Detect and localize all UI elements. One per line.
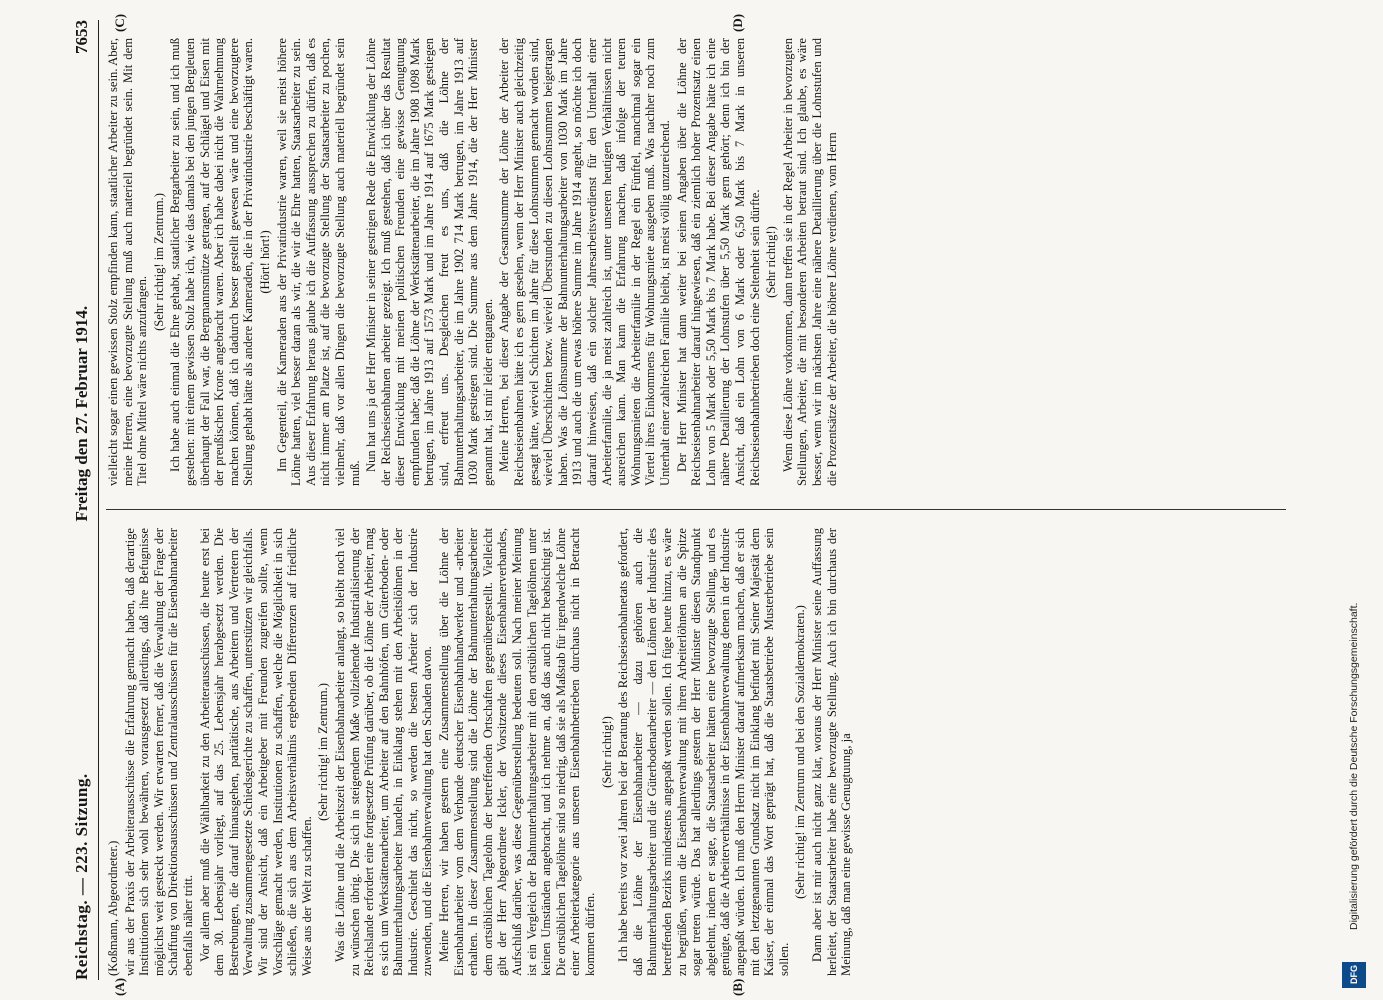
paragraph: Was die Löhne und die Arbeitszeit der Eisenbahnarbeiter anlangt, so bleibt noch viel zu wünschen übrig. Die sich in steigendem Maße vollziehende Industrialisierung der Reichslande erfordert eine fortgesetzte Prüfung darüber, ob die Löhne der Arbeiter, mag es sich um Werkstättenarbeiter, um Arbeiter auf den Bahnhöfen, um Güterboden- oder Bahnunterhaltungsarbeiter handeln, in Einklang stehen mit den Arbeitslöhnen in der Industrie. Geschieht das nicht, so werden die besten Arbeiter sich der Industrie zuwenden, und die Eisenbahnverwaltung hat den Schaden davon. xyxy=(332,528,435,976)
interjection: (Sehr richtig! im Zentrum.) xyxy=(316,683,331,821)
margin-marker-a: (A) xyxy=(112,977,127,996)
paragraph: Dann aber ist mir auch nicht ganz klar, woraus der Herr Minister seine Auffassung herleitet, der Staatsarbeiter habe eine bevorzugte Stellung. Auch ich bin durchaus der Meinung, daß man eine gewisse Genugtuung, ja xyxy=(809,528,854,976)
interjection: (Sehr richtig! im Zentrum und bei den Sozialdemokraten.) xyxy=(793,605,808,899)
paragraph: (Koßmann, Abgeordneter.) xyxy=(106,840,120,976)
right-text-column xyxy=(106,38,1286,486)
page-number: 7653 xyxy=(72,20,91,55)
header-rule xyxy=(98,20,99,980)
paragraph: Meine Herren, wir haben gestern eine Zusammenstellung über die Löhne der Eisenbahnarbeiter vom dem Verbande deutscher Eisenbahnhandwerker und -arbeiter erhalten. In dieser Zusammenstellung sind die Löhne der Bahnunterhaltungsarbeiter dem ortsüblichen Tagelohn der betreffenden Ortschaften gegenübergestellt. Vielleicht gibt der Herr Abgeordnete Ickler, der Vorsitzende dieses Eisenbahnerverbandes, Aufschluß darüber, was diese Gegenüberstellung bedeuten soll. Nach meiner Meinung ist ein Vergleich der Bahnunterhaltungsarbeiter mit den ortsüblichen Tagelöhnen unter keinen Umständen angebracht, und ich nehme an, daß das auch nicht beabsichtigt ist. Die ortsüblichen Tagelöhne sind so niedrig, daß sie als Maßstab für irgendwelche Löhne einer Arbeiterkategorie aus unseren Eisenbahnbetrieben durchaus nicht in Betracht kommen dürfen. xyxy=(437,528,597,976)
paragraph: Vor allem aber muß die Wählbarkeit zu den Arbeiterausschüssen, die heute erst bei dem 30. Lebensjahr vorliegt, auf das 25. Lebensjahr herabgesetzt werden. Die Bestrebungen, die darauf hinausgehen, paritätische, aus Arbeitern und Vertretern der Verwaltung zusammengesetzte Schiedsgerichte zu schaffen, unterstützen wir gleichfalls. Wir sind der Ansicht, daß ein Arbeitgeber mit Freunden zugreifen sollte, wenn Vorschläge gemacht werden, Institutionen zu schaffen, welche die Möglichkeit in sich schließen, die sich aus dem Arbeitsverhältnis ergebenden Differenzen auf friedliche Weise aus der Welt zu schaffen. xyxy=(197,528,314,976)
interjection: (Sehr richtig!) xyxy=(599,716,614,788)
paragraph: Meine Herren, bei dieser Angabe der Gesamtsumme der Löhne der Arbeiter der Reichseisenbahnen hätte ich es gern gesehen, wenn der Herr Minister auch gleichzeitig gesagt hätte, wieviel Schichten im Jahre für diese Lohnsummen gemacht worden sind, wieviel Überschichten bezw. wieviel Überstunden zu diesen Lohnsummen beigetragen haben. Was die Löhnsumme der Bahnunterhaltungsarbeiter von 1030 Mark im Jahre 1913 und auch die um etwas höhere Summe im Jahre 1914 angeht, so möchte ich doch darauf hinweisen, daß ein solcher Jahresarbeitsverdienst für den Unterhalt einer Arbeiterfamilie, die ja meist zahlreich ist, unter unseren heutigen Verhältnissen nicht ausreichen kann. Man kann die Erfahrung machen, daß infolge der teuren Wohnungsmieten die Arbeiterfamilie in der Regel ein Fünftel, manchmal sogar ein Viertel ihres Einkommens für Wohnungsmiete ausgeben muß. Was nachher noch zum Unterhalt einer zahlreichen Familie bleibt, ist meist völlig unzureichend. xyxy=(497,38,672,486)
session-date: Freitag den 27. Februar 1914. xyxy=(72,305,91,522)
paragraph: Nun hat uns ja der Herr Minister in seiner gestrigen Rede die Entwicklung der Löhne der Reichseisenbahnen arbeiter gezeigt. Ich muß gestehen, daß ich über das Resultat dieser Entwicklung mit meinen politischen Freunden eine gewisse Genugtuung empfunden habe; daß die Löhne der Werkstättenarbeiter, die im Jahre 1908 1098 Mark betrugen, im Jahre 1913 auf 1573 Mark und im Jahre 1914 auf 1675 Mark gestiegen sind, erfreut uns. Desgleichen freut es uns, daß die Löhne der Bahnunterhaltungsarbeiter, die im Jahre 1902 714 Mark betrugen, im Jahre 1913 auf 1030 Mark gestiegen sind. Die Summe aus dem Jahre 1914, die der Herr Minister genannt hat, ist mir leider entgangen. xyxy=(364,38,495,486)
paragraph: Der Herr Minister hat dann weiter bei seinen Angaben über die Löhne der Reichseisenbahnarbeiter darauf hingewiesen, daß ein ziemlich hoher Prozentsatz einen Lohn von 5 Mark oder 5,50 Mark bis 7 Mark habe. Bei dieser Angabe hätte ich eine nähere Detaillierung der Lohnstufen über 5,50 Mark gern gehört; denn ich bin der Ansicht, daß ein Lohn von 6 Mark oder 6,50 Mark bis 7 Mark in unseren Reichseisenbahnbetrieben doch eine Seltenheit sein dürfte. xyxy=(674,38,762,486)
dfg-logo: DFG xyxy=(1342,962,1366,988)
printed-sheet xyxy=(40,0,1310,1000)
interjection: (Hört! hört!) xyxy=(257,230,272,294)
running-header xyxy=(68,20,96,980)
left-text-column xyxy=(106,528,1286,976)
paragraph: Im Gegenteil, die Kameraden aus der Privatindustrie waren, weil sie meist höhere Löhne hatten, viel besser daran als wir, die wir die Ehre hatten, Staatsarbeiter zu sein. Aus dieser Erfahrung heraus glaube ich die Auffassung aussprechen zu dürfen, daß es nicht immer am Platze ist, auf die bevorzugte Stellung der Staatsarbeiter zu pochen, vielmehr, daß vor allen Dingen die bevorzugte Stellung auch materiell begründet sein muß. xyxy=(274,38,362,486)
paragraph: wir aus der Praxis der Arbeiterausschüsse die Erfahrung gemacht haben, daß derartige Institutionen sich sehr wohl bewähren, vorausgesetzt allerdings, daß ihre Befugnisse möglichst weit gesteckt werden. Wir erwarten ferner, daß die Verwaltung der Frage der Schaffung von Direktionsausschüssen und Zentralausschüssen für die Eisenbahnarbeiter ebenfalls näher tritt. xyxy=(122,528,195,976)
margin-marker-b: (B) xyxy=(730,978,745,996)
session-title: Reichstag. — 223. Sitzung. xyxy=(72,773,91,980)
credit-text: Digitalisierung gefördert durch die Deutsche Forschungsgemeinschaft. xyxy=(1348,602,1360,930)
paragraph: Ich habe bereits vor zwei Jahren bei der Beratung des Reichseisenbahnetats gefordert, daß die Löhne der Eisenbahnarbeiter — dazu gehören auch die Bahnunterhaltungsarbeiter und die Güterbodenarbeiter — den Löhnen der Industrie des betreffenden Bezirks mindestens angepaßt werden sollen. Ich füge heute hinzu, es wäre zu begrüßen, wenn die Eisenbahnverwaltung mit ihren Arbeiterlöhnen an die Spitze sogar treten würde. Das hat allerdings gestern der Herr Minister diesen Standpunkt abgelehnt, indem er sagte, die Staatsarbeiter hätten eine bevorzugte Stellung, und es genügte, daß die Arbeiterverhältnisse in der Eisenbahnverwaltung denen in der Industrie angepaßt würden. Ich muß den Herrn Minister darauf aufmerksam machen, daß er sich mit den letztgenannten Grundsatz nicht im Einklang befindet mit Seiner Majestät dem Kaiser, der einmal das Wort geprägt hat, daß die Staatsbetriebe Musterbetriebe sein sollen. xyxy=(616,528,791,976)
paragraph: vielleicht sogar einen gewissen Stolz empfinden kann, staatlicher Arbeiter zu sein. Aber, meine Herren, eine bevorzugte Stellung muß auch materiell begründet sein. Mit dem Titel ohne Mittel wäre nichts anzufangen. xyxy=(106,38,150,486)
interjection: (Sehr richtig! im Zentrum.) xyxy=(151,193,166,331)
digitization-credit xyxy=(1342,6,1366,994)
margin-marker-d: (D) xyxy=(730,13,745,32)
paragraph: Ich habe auch einmal die Ehre gehabt, staatlicher Bergarbeiter zu sein, und ich muß gestehen: mit einem gewissen Stolz habe ich, wie das damals bei den jungen Bergleuten überhaupt der Fall war, die Bergmannsmütze getragen, auf der Schlägel und Eisen mit der preußischen Krone angebracht waren. Aber ich habe dabei nicht die Wahrnehmung machen können, daß ich dadurch besser gestellt gewesen wäre und eine bevorzugtere Stellung gehabt hätte als andere Kameraden, die in der Privatindustrie beschäftigt waren. xyxy=(168,38,256,486)
interjection: (Sehr richtig!) xyxy=(764,226,779,298)
margin-marker-c: (C) xyxy=(112,13,127,32)
paragraph: Wenn diese Löhne vorkommen, dann treffen sie in der Regel Arbeiter in bevorzugten Stellungen, Arbeiter, die mit besonderen Arbeiten betraut sind. Ich glaube, es wäre besser, wenn wir im nächsten Jahre eine nähere Detaillierung über die Lohnstufen und die Prozentsätze der Arbeiter, die höhere Löhne verdienen, vom Herrn xyxy=(780,38,839,486)
column-divider xyxy=(106,509,1286,510)
